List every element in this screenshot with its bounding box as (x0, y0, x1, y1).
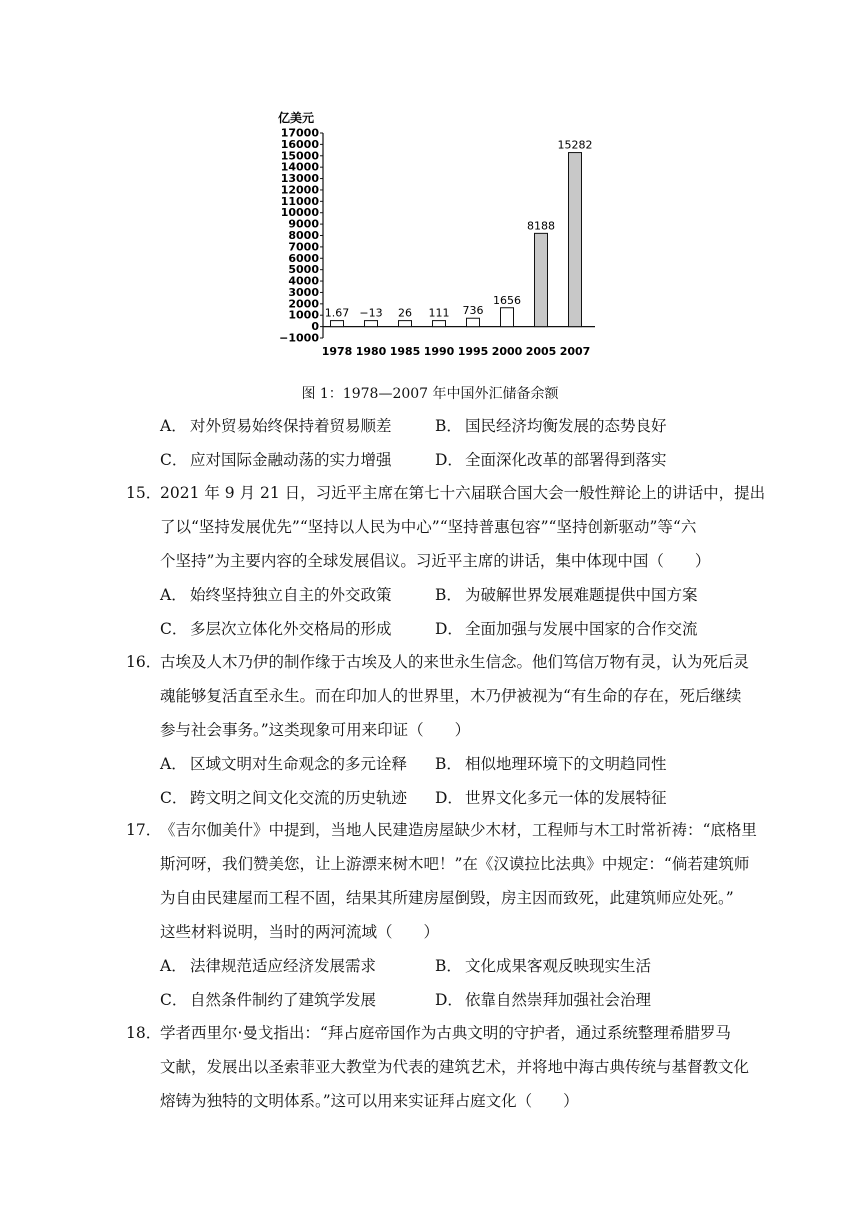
bar-value-label-1995: 736 (462, 304, 484, 318)
q17-option-d[interactable]: D． 依靠自然崇拜加强社会治理 (435, 991, 652, 1009)
question-number: 17． (126, 821, 162, 839)
question-17 (126, 813, 757, 1017)
q17-option-b[interactable]: B． 文化成果客观反映现实生活 (435, 957, 652, 975)
question-text: 魂能够复活直至永生。而在印加人的世界里，木乃伊被视为“有生命的存在，死后继续 (160, 687, 742, 705)
q17-option-a[interactable]: A． 法律规范适应经济发展需求 (160, 957, 377, 975)
question-text: 个坚持”为主要内容的全球发展倡议。习近平主席的讲话，集中体现中国（ ） (160, 552, 711, 570)
bar-1985 (399, 321, 412, 327)
question-text: 参与社会事务。”这类现象可用来印证（ ） (160, 721, 471, 739)
bar-value-label-1985: 26 (398, 306, 412, 320)
q17-option-c[interactable]: C． 自然条件制约了建筑学发展 (160, 991, 377, 1009)
y-axis-unit-label: 亿美元 (278, 111, 315, 125)
y-tick-label: 16000 (280, 137, 319, 151)
y-tick-label: 6000 (288, 251, 319, 265)
y-tick-label: 9000 (288, 217, 319, 231)
question-text: 文献，发展出以圣索菲亚大教堂为代表的建筑艺术，并将地中海古典传统与基督教文化 (160, 1058, 750, 1076)
question-number: 15． (126, 484, 162, 502)
question-number: 16． (126, 653, 162, 671)
question-text: 2021 年 9 月 21 日，习近平主席在第七十六届联合国大会一般性辩论上的讲话中，提出 (160, 484, 766, 502)
question-15 (126, 476, 766, 646)
bar-1990 (433, 321, 446, 327)
bar-value-label-1980: −13 (359, 306, 383, 320)
q14-option-d[interactable]: D． 全面深化改革的部署得到落实 (435, 451, 667, 469)
q15-option-c[interactable]: C． 多层次立体化外交格局的形成 (160, 620, 392, 638)
question-text: 这些材料说明，当时的两河流域（ ） (160, 923, 440, 941)
question-text: 《吉尔伽美什》中提到，当地人民建造房屋缺少木材，工程师与木工时常祈祷：“底格里 (160, 821, 757, 839)
question-text: 学者西里尔·曼戈指出：“拜占庭帝国作为古典文明的守护者，通过系统整理希腊罗马 (160, 1024, 731, 1042)
y-tick-label: 15000 (280, 149, 319, 163)
q14-option-a[interactable]: A． 对外贸易始终保持着贸易顺差 (160, 417, 392, 435)
question-number: 18． (126, 1024, 162, 1042)
q14-option-b[interactable]: B． 国民经济均衡发展的态势良好 (435, 417, 667, 435)
y-tick-label: 5000 (288, 263, 319, 277)
forex-reserve-bar-chart (270, 100, 600, 365)
y-tick-label: 2000 (288, 297, 319, 311)
q15-option-b[interactable]: B． 为破解世界发展难题提供中国方案 (435, 586, 698, 604)
bar-1995 (467, 318, 480, 326)
y-tick-label: 10000 (280, 206, 319, 220)
bar-value-label-2007: 15282 (557, 138, 593, 152)
bar-2000 (501, 308, 514, 327)
q15-option-a[interactable]: A． 始终坚持独立自主的外交政策 (160, 586, 392, 604)
figure-caption: 图 1：1978—2007 年中国外汇储备余额 (301, 386, 559, 402)
y-tick-label: 12000 (280, 183, 319, 197)
bar-2007 (569, 153, 582, 327)
question-18 (126, 1016, 750, 1118)
q14-option-c[interactable]: C． 应对国际金融动荡的实力增强 (160, 451, 392, 469)
bar-value-label-2000: 1656 (493, 293, 521, 307)
y-tick-label: 7000 (288, 240, 319, 254)
q16-option-c[interactable]: C． 跨文明之间文化交流的历史轨迹 (160, 789, 408, 807)
x-tick-label-1980: 1980 (355, 345, 387, 358)
y-tick-label: −1000 (279, 331, 319, 345)
bar-value-label-1978: 1.67 (324, 306, 350, 320)
y-tick-label: 13000 (280, 172, 319, 186)
question-16 (126, 645, 750, 815)
y-tick-label: 1000 (288, 308, 319, 322)
x-tick-label-2000: 2000 (491, 345, 523, 358)
bar-1978 (331, 321, 344, 327)
x-tick-label-1990: 1990 (423, 345, 455, 358)
bar-1980 (365, 321, 378, 327)
q16-option-b[interactable]: B． 相似地理环境下的文明趋同性 (435, 755, 667, 773)
q15-option-d[interactable]: D． 全面加强与发展中国家的合作交流 (435, 620, 698, 638)
bar-value-label-1990: 111 (428, 306, 450, 320)
y-tick-label: 17000 (280, 126, 319, 140)
question-text: 为自由民建屋而工程不固，结果其所建房屋倒毁，房主因而致死，此建筑师应处死。” (160, 889, 734, 907)
q16-option-a[interactable]: A． 区域文明对生命观念的多元诠释 (160, 755, 408, 773)
y-tick-label: 3000 (288, 285, 319, 299)
x-tick-label-2005: 2005 (525, 345, 557, 358)
y-tick-label: 0 (311, 320, 319, 334)
bar-value-label-2005: 8188 (527, 219, 555, 233)
question-text: 古埃及人木乃伊的制作缘于古埃及人的来世永生信念。他们笃信万物有灵，认为死后灵 (160, 653, 750, 671)
y-tick-label: 4000 (288, 274, 319, 288)
x-tick-label-2007: 2007 (559, 345, 591, 358)
x-tick-label-1995: 1995 (457, 345, 489, 358)
question-text: 了以“坚持发展优先”“坚持以人民为中心”“坚持普惠包容”“坚持创新驱动”等“六 (160, 518, 697, 536)
question-text: 斯河呀，我们赞美您，让上游漂来树木吧！”在《汉谟拉比法典》中规定：“倘若建筑师 (160, 855, 750, 873)
q16-option-d[interactable]: D． 世界文化多元一体的发展特征 (435, 789, 667, 807)
question-text: 熔铸为独特的文明体系。”这可以用来实证拜占庭文化（ ） (160, 1092, 579, 1110)
x-tick-label-1985: 1985 (389, 345, 421, 358)
q14-options (126, 409, 746, 477)
y-tick-label: 14000 (280, 160, 319, 174)
bar-2005 (535, 233, 548, 326)
x-tick-label-1978: 1978 (321, 345, 353, 358)
y-tick-label: 8000 (288, 229, 319, 242)
y-tick-label: 11000 (280, 194, 319, 208)
